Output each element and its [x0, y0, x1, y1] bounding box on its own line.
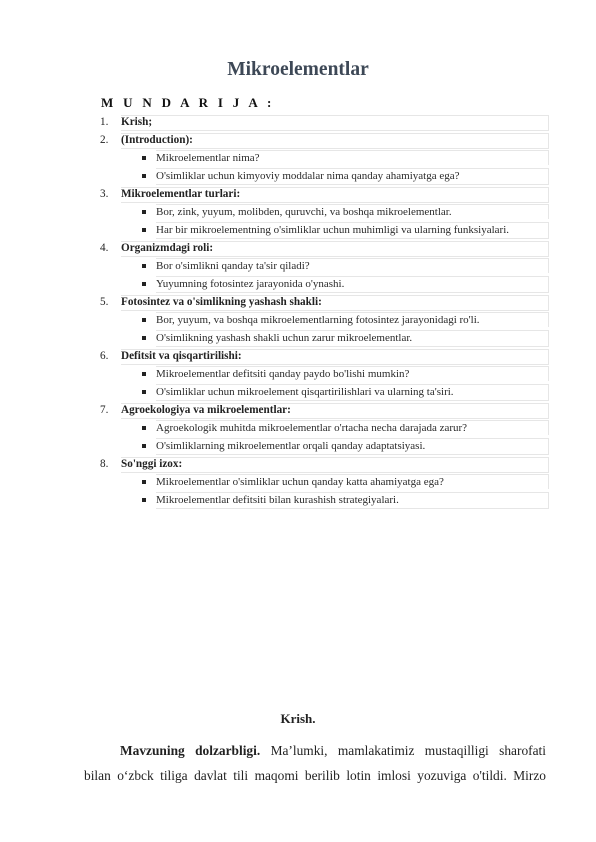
toc-subitem-text: Mikroelementlar defitsiti qanday paydo bo'lishi mumkin? [156, 368, 410, 380]
toc-subitem-text: Mikroelementlar o'simliklar uchun qanday katta ahamiyatga ega? [156, 476, 444, 488]
toc-subitem-box [156, 150, 549, 165]
toc-subitem-text: Bor, zink, yuyum, molibden, quruvchi, va boshqa mikroelementlar. [156, 206, 452, 218]
toc-section [0, 346, 596, 400]
toc-subitem [0, 256, 596, 274]
bullet-square-icon [142, 156, 146, 160]
toc-section-number: 4. [100, 242, 109, 254]
bullet-square-icon [142, 264, 146, 268]
paragraph-line-1 [84, 738, 546, 763]
toc-section-number: 3. [100, 188, 109, 200]
toc-subitem [0, 220, 596, 238]
toc-subitem [0, 202, 596, 220]
table-of-contents [0, 112, 596, 508]
toc-subitem-box [156, 312, 549, 327]
toc-section-title-text: Organizmdagi roli: [121, 242, 214, 254]
toc-section-row [0, 346, 596, 364]
toc-subitem-text: Mikroelementlar nima? [156, 152, 260, 164]
toc-subitem-box [156, 258, 549, 273]
toc-section-title-text: Krish; [121, 116, 153, 128]
bullet-square-icon [142, 426, 146, 430]
toc-section [0, 130, 596, 184]
toc-subitem [0, 418, 596, 436]
toc-subitem-text: Agroekologik muhitda mikroelementlar o'rtacha necha darajada zarur? [156, 422, 468, 434]
bullet-square-icon [142, 210, 146, 214]
toc-section-title-text: Agroekologiya va mikroelementlar: [121, 404, 291, 416]
bullet-square-icon [142, 228, 146, 232]
toc-subitem-box [156, 222, 549, 239]
toc-subitem-box [156, 438, 549, 455]
toc-section-row [0, 238, 596, 256]
toc-section-title [121, 403, 549, 419]
toc-section-row [0, 454, 596, 472]
toc-subitem-text: O'simliklar uchun kimyoviy moddalar nima qanday ahamiyatga ega? [156, 170, 460, 182]
toc-section [0, 400, 596, 454]
toc-section-title-text: Mikroelementlar turlari: [121, 188, 241, 200]
bullet-square-icon [142, 390, 146, 394]
bullet-square-icon [142, 318, 146, 322]
toc-section-number: 7. [100, 404, 109, 416]
toc-section-title [121, 295, 549, 311]
toc-subitem-box [156, 168, 549, 185]
toc-subitem [0, 166, 596, 184]
toc-subitem-box [156, 474, 549, 489]
toc-section-title [121, 457, 549, 473]
toc-subitem-box [156, 276, 549, 293]
toc-subitem [0, 310, 596, 328]
toc-subitem-box [156, 330, 549, 347]
toc-heading: M U N D A R I J A : [101, 95, 275, 110]
toc-section [0, 112, 596, 130]
toc-section-title-text: (Introduction): [121, 134, 193, 146]
toc-section [0, 292, 596, 346]
toc-subitem-text: O'simliklarning mikroelementlar orqali qanday adaptatsiyasi. [156, 440, 426, 452]
toc-section [0, 238, 596, 292]
toc-section-row [0, 130, 596, 148]
toc-subitem [0, 472, 596, 490]
toc-section-title-text: Fotosintez va o'simlikning yashash shakli: [121, 296, 322, 308]
toc-section-row [0, 400, 596, 418]
toc-section-title [121, 187, 549, 203]
toc-subitem-box [156, 204, 549, 219]
bullet-square-icon [142, 498, 146, 502]
toc-subitem [0, 148, 596, 166]
bullet-square-icon [142, 372, 146, 376]
toc-subitem [0, 490, 596, 508]
toc-section-number: 2. [100, 134, 109, 146]
toc-section-number: 1. [100, 116, 109, 128]
toc-subitem [0, 382, 596, 400]
toc-section [0, 184, 596, 238]
toc-subitem-text: O'simlikning yashash shakli uchun zarur mikroelementlar. [156, 332, 413, 344]
toc-subitem [0, 364, 596, 382]
toc-section-number: 6. [100, 350, 109, 362]
toc-section-title [121, 241, 549, 257]
toc-section-number: 5. [100, 296, 109, 308]
section-heading-krish: Krish. [280, 711, 316, 726]
toc-subitem-text: Yuyumning fotosintez jarayonida o'ynashi. [156, 278, 345, 290]
toc-section-row [0, 112, 596, 130]
toc-section-row [0, 292, 596, 310]
toc-section-title [121, 349, 549, 365]
toc-subitem [0, 328, 596, 346]
toc-section-number: 8. [100, 458, 109, 470]
bullet-square-icon [142, 480, 146, 484]
toc-section [0, 454, 596, 508]
toc-subitem [0, 436, 596, 454]
toc-subitem-text: Mikroelementlar defitsiti bilan kurashish strategiyalari. [156, 494, 399, 506]
toc-subitem-box [156, 366, 549, 381]
toc-section-title-text: Defitsit va qisqartirilishi: [121, 350, 242, 362]
bullet-square-icon [142, 282, 146, 286]
paragraph-line-2: bilan o‘zbck tiliga davlat tili maqomi berilib lotin imlosi yozuviga o'tildi. Mirzo [84, 768, 546, 783]
toc-subitem-box [156, 384, 549, 401]
toc-section-title [121, 115, 549, 131]
paragraph-line-1-text: Ma’lumki, mamlakatimiz mustaqilligi sharofati [260, 743, 546, 758]
toc-subitem [0, 274, 596, 292]
toc-subitem-text: Bor, yuyum, va boshqa mikroelementlarning fotosintez jarayonidagi ro'li. [156, 314, 480, 326]
document-title: Mikroelementlar [227, 59, 369, 80]
toc-section-row [0, 184, 596, 202]
toc-subitem-text: O'simliklar uchun mikroelement qisqartirilishlari va ularning ta'siri. [156, 386, 454, 398]
toc-subitem-box [156, 420, 549, 435]
bullet-square-icon [142, 336, 146, 340]
bullet-square-icon [142, 174, 146, 178]
toc-subitem-text: Har bir mikroelementning o'simliklar uchun muhimligi va ularning funksiyalari. [156, 224, 509, 236]
bullet-square-icon [142, 444, 146, 448]
body-paragraph [84, 738, 546, 788]
toc-subitem-box [156, 492, 549, 509]
toc-section-title [121, 133, 549, 149]
toc-subitem-text: Bor o'simlikni qanday ta'sir qiladi? [156, 260, 310, 272]
paragraph-lead: Mavzuning dolzarbligi. [120, 743, 261, 758]
toc-section-title-text: So'nggi izox: [121, 458, 183, 470]
